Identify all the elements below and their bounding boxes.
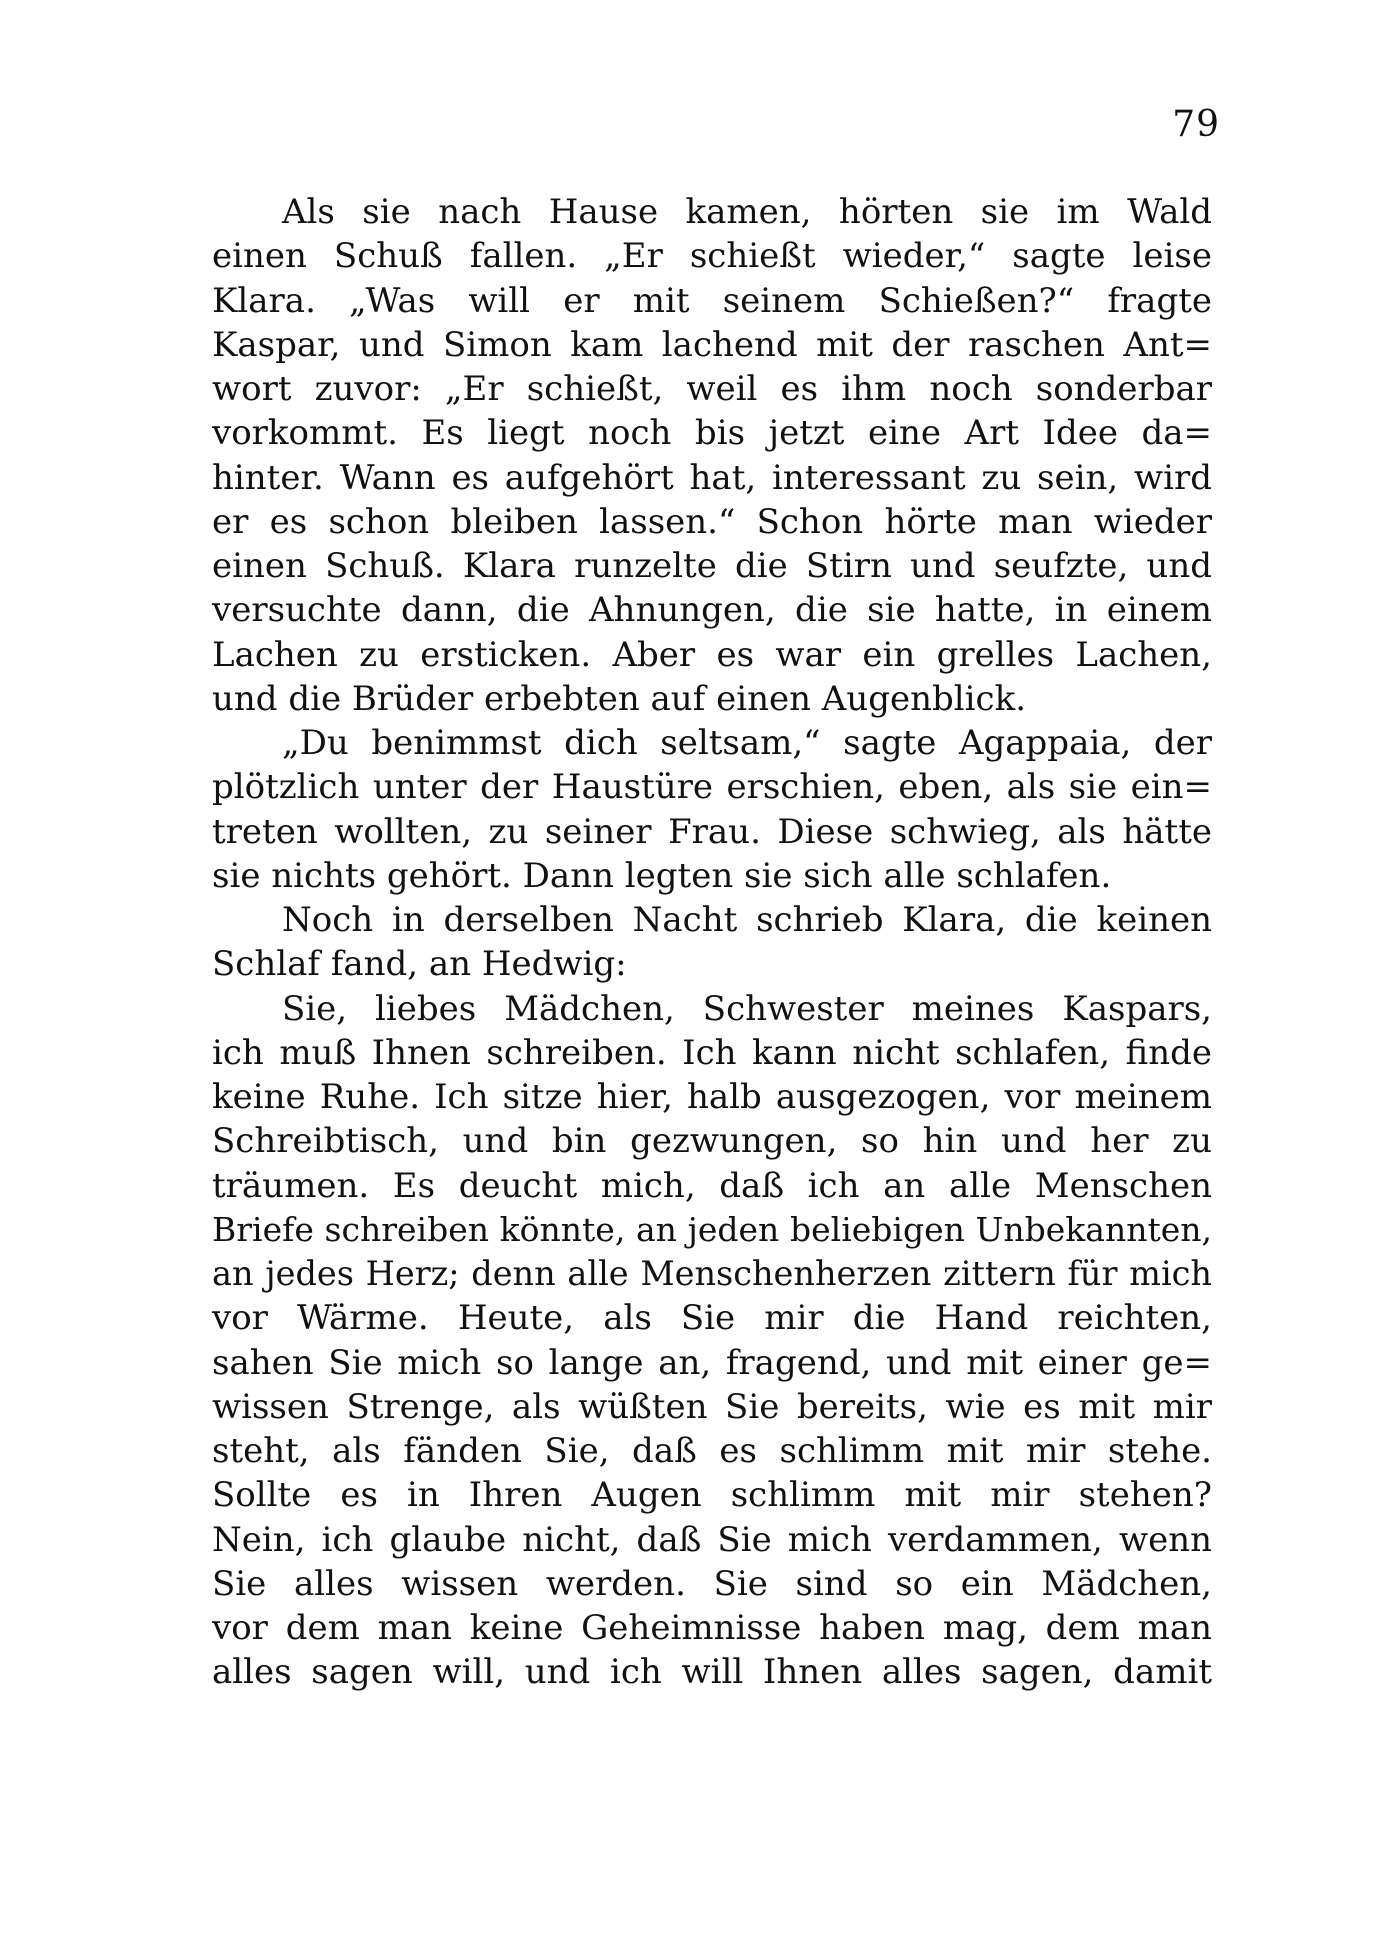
text-line: keine Ruhe. Ich sitze hier, halb ausgezogen, vor meinem <box>212 1077 1212 1117</box>
text-line: ich muß Ihnen schreiben. Ich kann nicht schlafen, finde <box>212 1032 1212 1073</box>
text-line: plötzlich unter der Haustüre erschien, eben, als sie ein= <box>212 767 1212 808</box>
text-line: Briefe schreiben könnte, an jeden beliebigen Unbekannten, <box>212 1209 1212 1249</box>
text-line: Nein, ich glaube nicht, daß Sie mich verdammen, wenn <box>212 1519 1212 1560</box>
body-text <box>212 190 1212 1695</box>
text-line: wort zuvor: „Er schießt, weil es ihm noch sonderbar <box>212 369 1212 409</box>
text-line: alles sagen will, und ich will Ihnen alles sagen, damit <box>212 1652 1212 1693</box>
text-line: vor dem man keine Geheimnisse haben mag, dem man <box>212 1608 1212 1648</box>
text-line: sahen Sie mich so lange an, fragend, und mit einer ge= <box>212 1342 1212 1383</box>
text-line: „Du benimmst dich seltsam,“ sagte Agappaia, der <box>282 723 1212 763</box>
text-line: Lachen zu ersticken. Aber es war ein grelles Lachen, <box>212 634 1212 675</box>
page-number: 79 <box>1172 104 1220 145</box>
text-line: versuchte dann, die Ahnungen, die sie hatte, in einem <box>212 590 1212 631</box>
text-line: Schlaf fand, an Hedwig: <box>212 944 627 985</box>
text-line: Kaspar, und Simon kam lachend mit der raschen Ant= <box>212 324 1212 365</box>
text-line: sie nichts gehört. Dann legten sie sich alle schlafen. <box>212 855 1112 896</box>
text-line: hinter. Wann es aufgehört hat, interessant zu sein, wird <box>212 457 1212 498</box>
text-line: an jedes Herz; denn alle Menschenherzen zittern für mich <box>212 1254 1212 1293</box>
text-line: und die Brüder erbebten auf einen Augenblick. <box>212 678 1027 719</box>
text-line: Schreibtisch, und bin gezwungen, so hin und her zu <box>212 1121 1212 1162</box>
text-line: einen Schuß fallen. „Er schießt wieder,“ sagte leise <box>212 236 1212 277</box>
text-line: steht, als fänden Sie, daß es schlimm mit mir stehe. <box>212 1431 1212 1471</box>
text-line: Als sie nach Hause kamen, hörten sie im Wald <box>282 192 1212 232</box>
text-line: wissen Strenge, als wüßten Sie bereits, wie es mit mir <box>212 1386 1212 1427</box>
text-line: Sie, liebes Mädchen, Schwester meines Kaspars, <box>282 988 1212 1029</box>
text-line: Sie alles wissen werden. Sie sind so ein Mädchen, <box>212 1563 1212 1604</box>
text-line: er es schon bleiben lassen.“ Schon hörte man wieder <box>212 501 1212 542</box>
text-line: vorkommt. Es liegt noch bis jetzt eine Art Idee da= <box>212 413 1212 454</box>
text-line: Noch in derselben Nacht schrieb Klara, die keinen <box>282 900 1212 940</box>
text-line: Sollte es in Ihren Augen schlimm mit mir stehen? <box>212 1475 1212 1516</box>
text-line: vor Wärme. Heute, als Sie mir die Hand reichten, <box>212 1298 1212 1339</box>
text-line: einen Schuß. Klara runzelte die Stirn und seufzte, und <box>212 546 1212 586</box>
text-line: träumen. Es deucht mich, daß ich an alle Menschen <box>212 1165 1212 1206</box>
text-line: Klara. „Was will er mit seinem Schießen?“ fragte <box>212 280 1212 321</box>
text-line: treten wollten, zu seiner Frau. Diese schwieg, als hätte <box>212 811 1212 852</box>
